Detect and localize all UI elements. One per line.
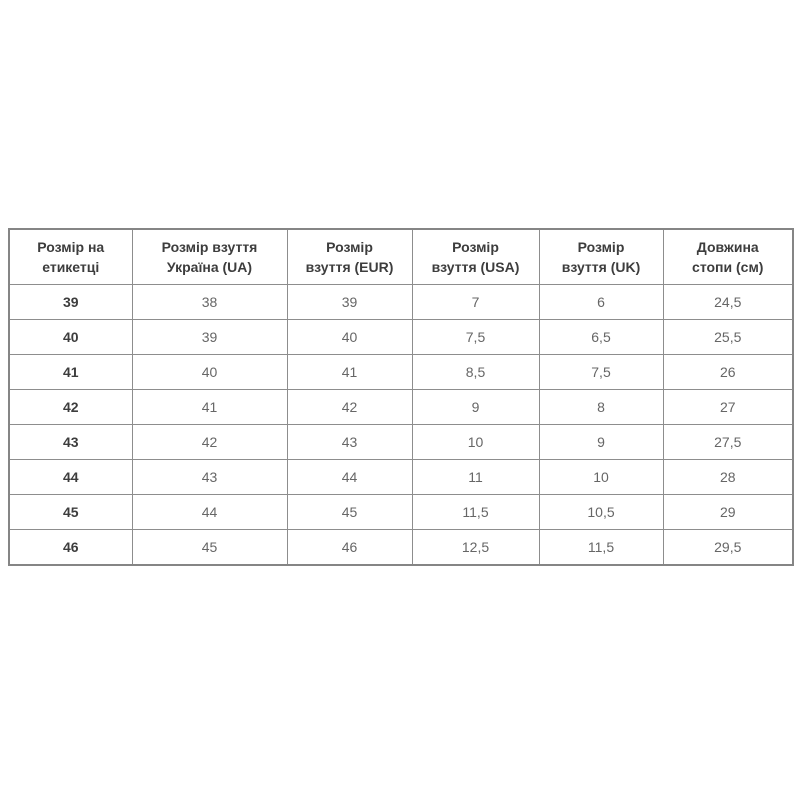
column-header-eur-size [287, 229, 412, 285]
table-cell: 11,5 [412, 495, 539, 530]
table-row [9, 460, 793, 495]
table-cell: 42 [287, 390, 412, 425]
table-cell: 45 [132, 530, 287, 566]
table-row [9, 530, 793, 566]
header-line: Розмір [326, 239, 373, 255]
table-cell: 27 [663, 390, 793, 425]
table-cell: 10 [539, 460, 663, 495]
table-cell: 40 [287, 320, 412, 355]
table-cell: 44 [132, 495, 287, 530]
table-cell: 10,5 [539, 495, 663, 530]
header-line: Розмір на [37, 239, 105, 255]
table-cell: 26 [663, 355, 793, 390]
header-line: взуття (USA) [431, 259, 520, 275]
table-cell: 6,5 [539, 320, 663, 355]
table-row [9, 285, 793, 320]
table-cell: 6 [539, 285, 663, 320]
table-row [9, 355, 793, 390]
table-cell: 8,5 [412, 355, 539, 390]
table-cell: 7,5 [412, 320, 539, 355]
table-cell: 7,5 [539, 355, 663, 390]
row-label-cell: 41 [9, 355, 132, 390]
table-cell: 11 [412, 460, 539, 495]
row-label-cell: 42 [9, 390, 132, 425]
header-line: взуття (EUR) [305, 259, 394, 275]
size-table-body [9, 285, 793, 566]
table-cell: 24,5 [663, 285, 793, 320]
table-cell: 45 [287, 495, 412, 530]
header-line: Розмір взуття [161, 239, 258, 255]
row-label-cell: 44 [9, 460, 132, 495]
column-header-label-size [9, 229, 132, 285]
table-cell: 12,5 [412, 530, 539, 566]
row-label-cell: 40 [9, 320, 132, 355]
table-row [9, 390, 793, 425]
table-cell: 25,5 [663, 320, 793, 355]
header-line: Довжина [696, 239, 759, 255]
header-line: Україна (UA) [166, 259, 253, 275]
table-row [9, 495, 793, 530]
column-header-foot-length [663, 229, 793, 285]
row-label-cell: 46 [9, 530, 132, 566]
column-header-ua-size [132, 229, 287, 285]
row-label-cell: 39 [9, 285, 132, 320]
table-cell: 42 [132, 425, 287, 460]
table-cell: 29,5 [663, 530, 793, 566]
table-cell: 44 [287, 460, 412, 495]
header-line: стопи (см) [692, 259, 764, 275]
table-cell: 29 [663, 495, 793, 530]
table-cell: 9 [412, 390, 539, 425]
header-line: Розмір [577, 239, 625, 255]
table-cell: 43 [287, 425, 412, 460]
table-cell: 27,5 [663, 425, 793, 460]
column-header-usa-size [412, 229, 539, 285]
table-cell: 10 [412, 425, 539, 460]
column-header-uk-size [539, 229, 663, 285]
header-line: Розмір [452, 239, 499, 255]
row-label-cell: 45 [9, 495, 132, 530]
shoe-size-table [8, 228, 794, 566]
table-row [9, 425, 793, 460]
table-cell: 41 [132, 390, 287, 425]
table-cell: 9 [539, 425, 663, 460]
table-cell: 28 [663, 460, 793, 495]
table-cell: 39 [287, 285, 412, 320]
table-cell: 39 [132, 320, 287, 355]
table-cell: 40 [132, 355, 287, 390]
header-line: взуття (UK) [561, 259, 641, 275]
table-cell: 7 [412, 285, 539, 320]
header-line: етикетці [42, 259, 100, 275]
table-row [9, 320, 793, 355]
table-cell: 46 [287, 530, 412, 566]
table-cell: 43 [132, 460, 287, 495]
header-row [9, 229, 793, 285]
table-cell: 8 [539, 390, 663, 425]
table-cell: 11,5 [539, 530, 663, 566]
table-cell: 38 [132, 285, 287, 320]
table-cell: 41 [287, 355, 412, 390]
row-label-cell: 43 [9, 425, 132, 460]
